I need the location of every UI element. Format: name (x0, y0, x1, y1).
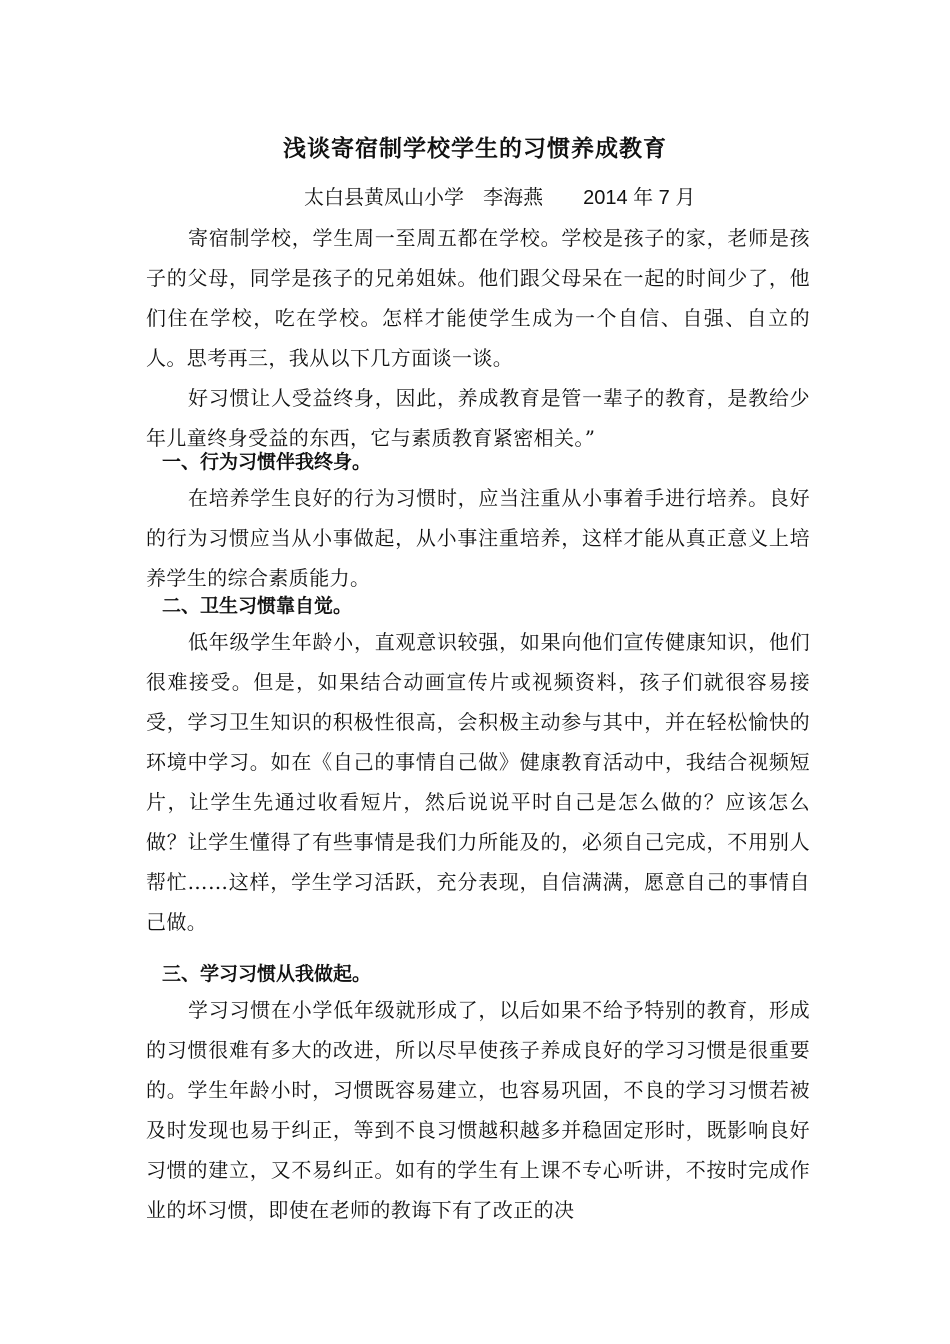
paragraph-hygiene: 低年级学生年龄小，直观意识较强，如果向他们宣传健康知识，他们很难接受。但是，如果结合动画宣传片或视频资料，孩子们就很容易接受，学习卫生知识的积极性很高，会积极主动参与其中，并在轻松愉快的环境中学习。如在《自己的事情自己做》健康教育活动中，我结合视频短片，让学生先通过收看短片，然后说说平时自己是怎么做的？应该怎么做？让学生懂得了有些事情是我们力所能及的，必须自己完成，不用别人帮忙……这样，学生学习活跃，充分表现，自信满满，愿意自己的事情自己做。 (146, 630, 810, 934)
section-heading-behavior: 一、行为习惯伴我终身。 (162, 451, 372, 473)
paragraph-behavior: 在培养学生良好的行为习惯时，应当注重从小事着手进行培养。良好的行为习惯应当从小事做起，从小事注重培养，这样才能从真正意义上培养学生的综合素质能力。 (146, 486, 810, 590)
publish-date: 2014 年 7 月 (583, 187, 696, 209)
author-byline (304, 182, 695, 213)
document-title: 浅谈寄宿制学校学生的习惯养成教育 (283, 136, 667, 162)
section-heading-hygiene: 二、卫生习惯靠自觉。 (162, 595, 353, 617)
paragraph-study: 学习习惯在小学低年级就形成了，以后如果不给予特别的教育，形成的习惯很难有多大的改进，所以尽早使孩子养成良好的学习习惯是很重要的。学生年龄小时，习惯既容易建立，也容易巩固，不良的学习习惯若被及时发现也易于纠正，等到不良习惯越积越多并稳固定形时，既影响良好习惯的建立，又不易纠正。如有的学生有上课不专心听讲，不按时完成作业的坏习惯，即使在老师的教诲下有了改正的决 (146, 998, 810, 1222)
author-name: 太白县黄凤山小学 李海燕 (304, 185, 544, 209)
paragraph-habits: 好习惯让人受益终身，因此，养成教育是管一辈子的教育，是教给少年儿童终身受益的东西，它与素质教育紧密相关。” (146, 386, 810, 450)
paragraph-intro: 寄宿制学校，学生周一至周五都在学校。学校是孩子的家，老师是孩子的父母，同学是孩子的兄弟姐妹。他们跟父母呆在一起的时间少了，他们住在学校，吃在学校。怎样才能使学生成为一个自信、自强、自立的人。思考再三，我从以下几方面谈一谈。 (146, 226, 810, 370)
section-heading-study: 三、学习习惯从我做起。 (162, 963, 372, 985)
